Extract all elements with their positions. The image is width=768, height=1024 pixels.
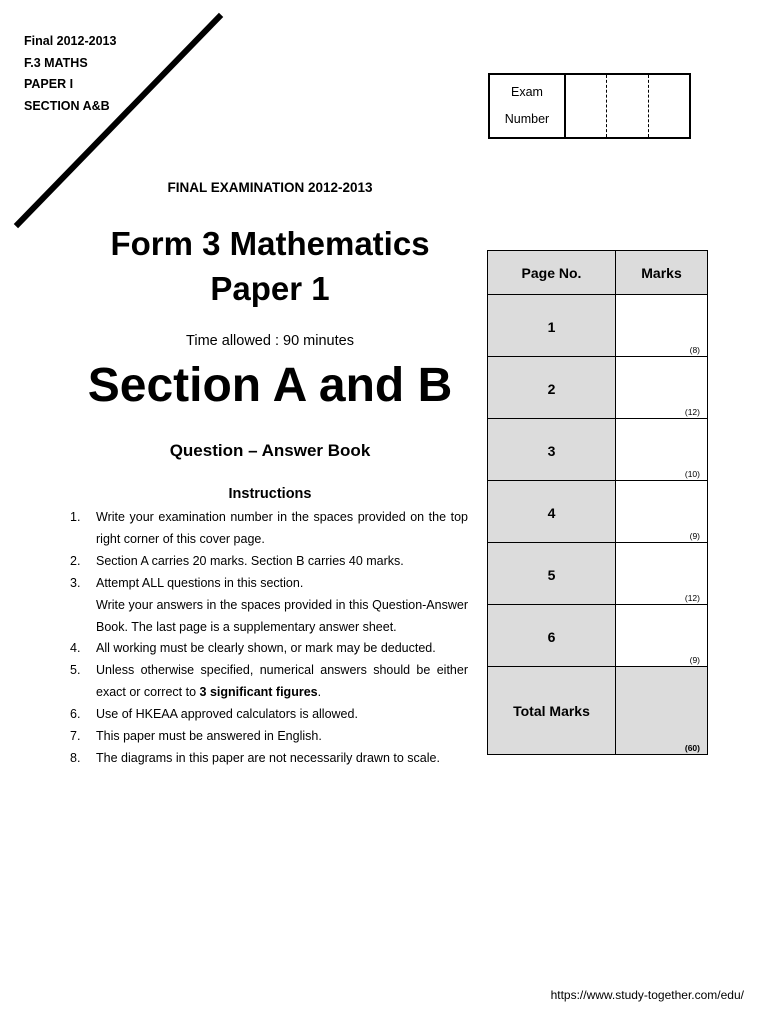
instruction-text: Use of HKEAA approved calculators is allowed. <box>96 707 358 722</box>
page-number: 6 <box>488 605 616 667</box>
instruction-text: Write your examination number in the spaces provided on the top right corner of this cover page. <box>96 510 468 546</box>
instruction-number: 2. <box>70 553 81 568</box>
instructions-list <box>70 507 468 770</box>
page-number: 2 <box>488 357 616 419</box>
time-allowed: Time allowed : 90 minutes <box>186 333 354 349</box>
header-line-3: PAPER I <box>24 77 74 91</box>
diagonal-stamp-line <box>0 0 240 240</box>
header-line-2: F.3 MATHS <box>24 55 88 70</box>
instruction-number: 3. <box>70 575 81 590</box>
instruction-item <box>70 726 468 748</box>
marks-cell[interactable] <box>616 481 708 543</box>
instruction-text-part: Unless otherwise specified, numerical answers should be either exact or correct to <box>96 663 468 700</box>
exam-title: FINAL EXAMINATION 2012-2013 <box>167 180 373 195</box>
exam-number-digit-3[interactable] <box>649 75 689 137</box>
exam-number-label <box>490 75 566 137</box>
instruction-text: The diagrams in this paper are not necessarily drawn to scale. <box>96 750 440 765</box>
marks-cell[interactable] <box>616 357 708 419</box>
marks-table-header <box>488 251 708 295</box>
exam-label-line2: Number <box>504 112 550 126</box>
table-row <box>488 419 708 481</box>
table-row <box>488 295 708 357</box>
total-row <box>488 667 708 755</box>
instruction-item <box>70 660 468 704</box>
marks-cell[interactable] <box>616 543 708 605</box>
exam-number-box <box>488 73 691 139</box>
max-mark: (8) <box>689 345 700 355</box>
page-number: 5 <box>488 543 616 605</box>
instruction-item <box>70 595 468 639</box>
table-row <box>488 605 708 667</box>
header-line-4: SECTION A&B <box>24 98 110 113</box>
max-mark: (12) <box>684 593 700 603</box>
page-number: 3 <box>488 419 616 481</box>
instruction-item <box>70 748 468 770</box>
page-number: 4 <box>488 481 616 543</box>
instruction-text: Write your answers in the spaces provided in this Question-Answer Book. The last page is a supplementary answer sheet. <box>96 597 468 634</box>
instruction-text-part: . <box>317 685 322 700</box>
instruction-item <box>70 704 468 726</box>
header-page-no: Page No. <box>488 251 616 295</box>
instructions-heading: Instructions <box>228 486 312 502</box>
exam-number-digit-2[interactable] <box>607 75 648 137</box>
exam-label-line1: Exam <box>511 85 543 99</box>
marks-cell[interactable] <box>616 605 708 667</box>
header-marks: Marks <box>616 251 708 295</box>
instruction-text: Section A carries 20 marks. Section B carries 40 marks. <box>96 553 404 568</box>
max-mark: (9) <box>689 655 700 665</box>
instruction-number: 5. <box>70 663 81 678</box>
instruction-number: 4. <box>70 641 81 656</box>
instruction-number <box>70 595 96 639</box>
total-marks-label: Total Marks <box>488 667 616 755</box>
header-line-1: Final 2012-2013 <box>24 34 117 48</box>
paper-title-line1: Form 3 Mathematics <box>110 225 430 262</box>
instruction-item <box>70 638 468 660</box>
footer-url: https://www.study-together.com/edu/ <box>550 988 744 1002</box>
instruction-item <box>70 573 468 595</box>
paper-title-line2: Paper 1 <box>210 270 330 307</box>
marks-cell[interactable] <box>616 419 708 481</box>
instruction-text: This paper must be answered in English. <box>96 729 322 744</box>
marks-cell[interactable] <box>616 295 708 357</box>
table-row <box>488 543 708 605</box>
total-max-mark: (60) <box>684 743 700 753</box>
exam-number-digit-1[interactable] <box>566 75 607 137</box>
instruction-text: All working must be clearly shown, or mark may be deducted. <box>96 641 436 656</box>
table-row <box>488 481 708 543</box>
max-mark: (9) <box>689 531 700 541</box>
instruction-emphasis: 3 significant figures <box>199 685 318 700</box>
max-mark: (10) <box>684 469 700 479</box>
instruction-item <box>70 507 468 551</box>
instruction-number: 6. <box>70 707 81 722</box>
marks-table <box>487 250 708 755</box>
page-number: 1 <box>488 295 616 357</box>
table-row <box>488 357 708 419</box>
instruction-number: 7. <box>70 729 81 744</box>
instruction-number: 8. <box>70 750 81 765</box>
total-marks-cell[interactable] <box>616 667 708 755</box>
instruction-item <box>70 551 468 573</box>
section-title: Section A and B <box>87 359 453 412</box>
instruction-text: Attempt ALL questions in this section. <box>96 575 304 590</box>
instruction-text <box>96 660 468 704</box>
max-mark: (12) <box>684 407 700 417</box>
book-title: Question – Answer Book <box>169 441 371 460</box>
instruction-number: 1. <box>70 510 81 524</box>
